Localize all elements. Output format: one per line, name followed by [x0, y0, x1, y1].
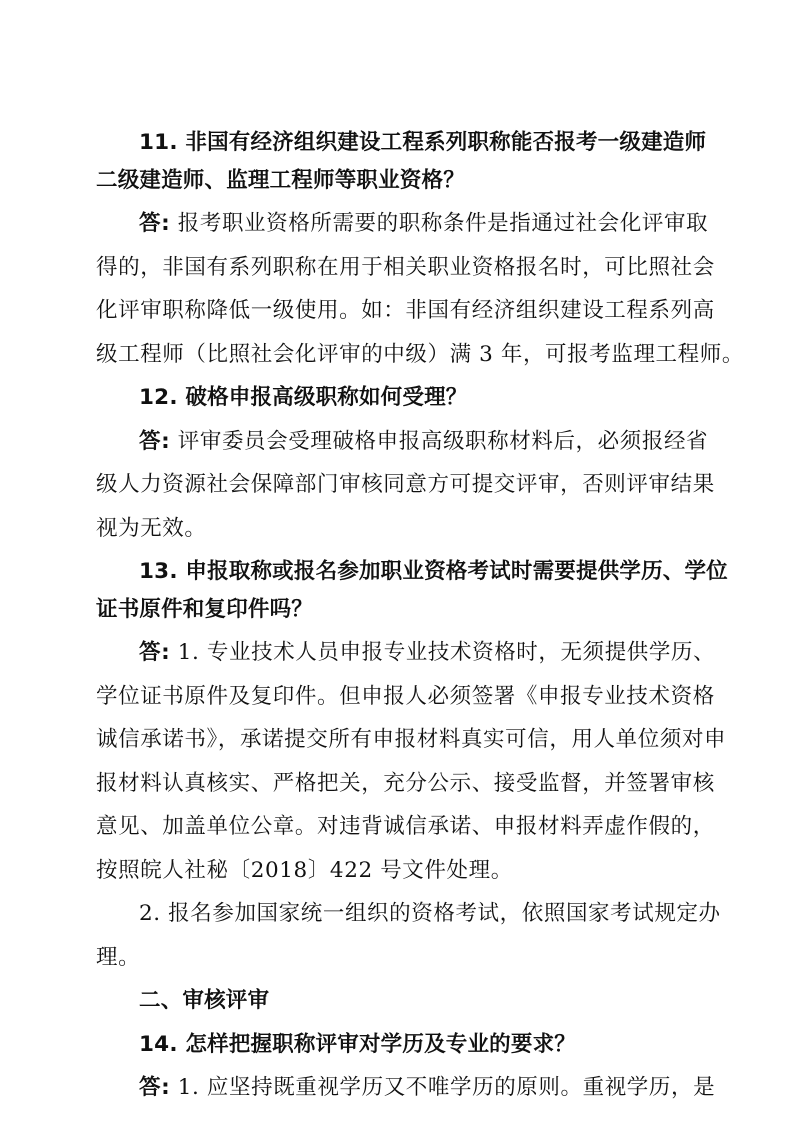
answer-11-text-1: 报考职业资格所需要的职称条件是指通过社会化评审取 [177, 211, 709, 236]
section-heading: 二、审核评审 [139, 988, 270, 1013]
answer-label: 答: [139, 1075, 171, 1100]
answer-13-line-2: 学位证书原件及复印件。但申报人必须签署《申报专业技术资格 [96, 683, 715, 709]
answer-13-line-3: 诚信承诺书》，承诺提交所有申报材料真实可信，用人单位须对申 [96, 727, 727, 752]
answer-12-line-3: 视为无效。 [96, 515, 207, 541]
question-13-line-2: 证书原件和复印件吗？ [96, 596, 314, 622]
answer-11-line-1 [96, 205, 709, 243]
question-14-line-1: 14. 怎样把握职称评审对学历及专业的要求？ [139, 1031, 576, 1057]
answer-12-line-2: 级人力资源社会保障部门审核同意方可提交评审，否则评审结果 [96, 472, 715, 497]
answer-11-line-2: 得的，非国有系列职称在用于相关职业资格报名时，可比照社会 [96, 254, 715, 280]
answer-label: 答: [139, 428, 171, 454]
answer-13-line-1 [96, 634, 716, 672]
answer-13-line-4: 报材料认真核实、严格把关，充分公示、接受监督，并签署审核 [96, 770, 715, 796]
answer-12-text-1: 评审委员会受理破格申报高级职称材料后，必须报经省 [177, 428, 709, 454]
question-12-line-1: 12. 破格申报高级职称如何受理？ [139, 385, 468, 410]
answer-12-line-1 [96, 423, 709, 461]
question-13-line-1: 13. 申报取称或报名参加职业资格考试时需要提供学历、学位 [139, 559, 728, 584]
answer-13-paragraph-2-line-2: 理。 [96, 944, 141, 970]
answer-11-line-3: 化评审职称降低一级使用。如：非国有经济组织建设工程系列高 [96, 298, 715, 323]
answer-13-line-5: 意见、加盖单位公章。对违背诚信承诺、申报材料弄虚作假的， [96, 814, 715, 839]
answer-label: 答: [139, 640, 171, 665]
answer-11-line-4: 级工程师（比照社会化评审的中级）满 3 年，可报考监理工程师。 [96, 341, 744, 367]
answer-14-line-1 [96, 1069, 716, 1107]
document-body [96, 124, 744, 1107]
question-11-line-1: 11. 非国有经济组织建设工程系列职称能否报考一级建造师 [139, 130, 707, 155]
answer-14-text-1: 1. 应坚持既重视学历又不唯学历的原则。重视学历，是 [177, 1075, 716, 1100]
question-11-line-2: 二级建造师、监理工程师等职业资格？ [96, 167, 465, 193]
answer-label: 答: [139, 211, 171, 236]
answer-13-paragraph-2-line-1: 2. 报名参加国家统一组织的资格考试，依照国家考试规定办 [139, 901, 721, 926]
answer-13-text-1: 1. 专业技术人员申报专业技术资格时，无须提供学历、 [177, 640, 716, 665]
answer-13-line-6: 按照皖人社秘〔2018〕422 号文件处理。 [96, 857, 513, 883]
